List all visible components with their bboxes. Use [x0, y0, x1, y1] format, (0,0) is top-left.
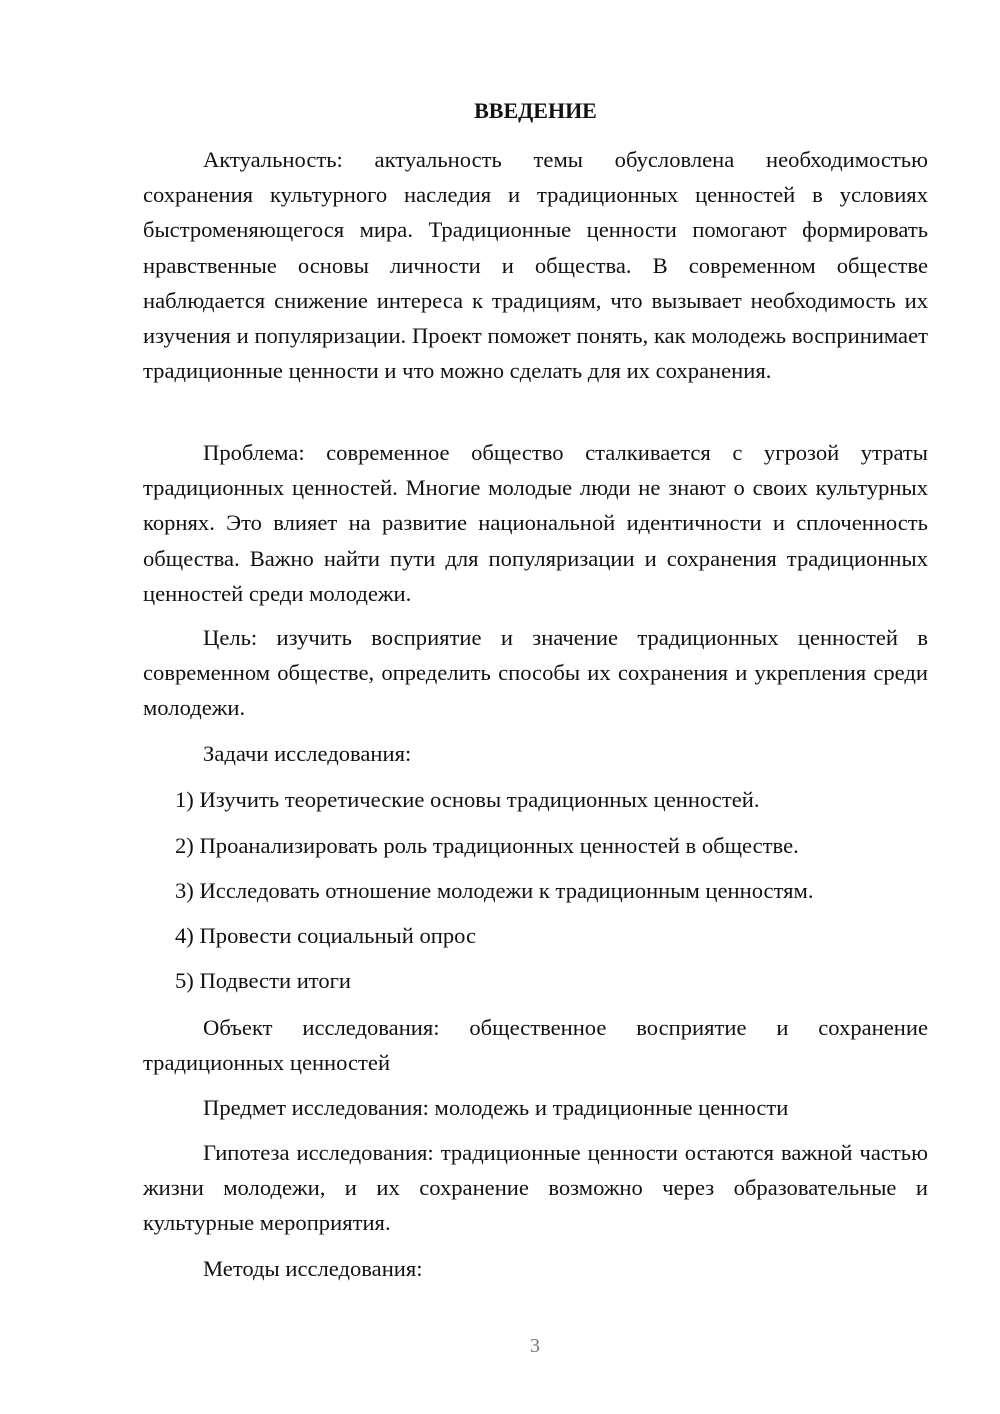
subject-paragraph: Предмет исследования: молодежь и традиционные ценности: [203, 1095, 789, 1120]
hypothesis-paragraph: Гипотеза исследования: традиционные ценности остаются важной частью жизни молодежи, и их сохранение возможно через образовательные и культурные мероприятия.: [143, 1140, 928, 1236]
goal-paragraph: Цель: изучить восприятие и значение традиционных ценностей в современном обществе, определить способы их сохранения и укрепления среди молодежи.: [143, 625, 928, 721]
problem-paragraph: Проблема: современное общество сталкивается с угрозой утраты традиционных ценностей. Многие молодые люди не знают о своих культурных корнях. Это влияет на развитие национальной идентичности и сплоченность общества. Важно найти пути для популяризации и сохранения традиционных ценностей среди молодежи.: [143, 440, 928, 606]
page-number: 3: [530, 1335, 540, 1357]
page-title: ВВЕДЕНИЕ: [474, 98, 597, 123]
task-item-3: 3) Исследовать отношение молодежи к традиционным ценностям.: [175, 878, 814, 903]
methods-heading: Методы исследования:: [203, 1256, 423, 1281]
relevance-paragraph: Актуальность: актуальность темы обусловлена необходимостью сохранения культурного наследия и традиционных ценностей в условиях быстроменяющегося мира. Традиционные ценности помогают формировать нравственные основы личности и общества. В современном обществе наблюдается снижение интереса к традициям, что вызывает необходимость их изучения и популяризации. Проект поможет понять, как молодежь воспринимает традиционные ценности и что можно сделать для их сохранения.: [143, 147, 928, 384]
task-item-5: 5) Подвести итоги: [175, 968, 352, 993]
object-paragraph: Объект исследования: общественное восприятие и сохранение традиционных ценностей: [143, 1015, 928, 1076]
task-item-1: 1) Изучить теоретические основы традиционных ценностей.: [175, 787, 760, 812]
task-item-2: 2) Проанализировать роль традиционных ценностей в обществе.: [175, 833, 799, 858]
tasks-heading: Задачи исследования:: [203, 741, 412, 766]
task-item-4: 4) Провести социальный опрос: [175, 923, 477, 948]
